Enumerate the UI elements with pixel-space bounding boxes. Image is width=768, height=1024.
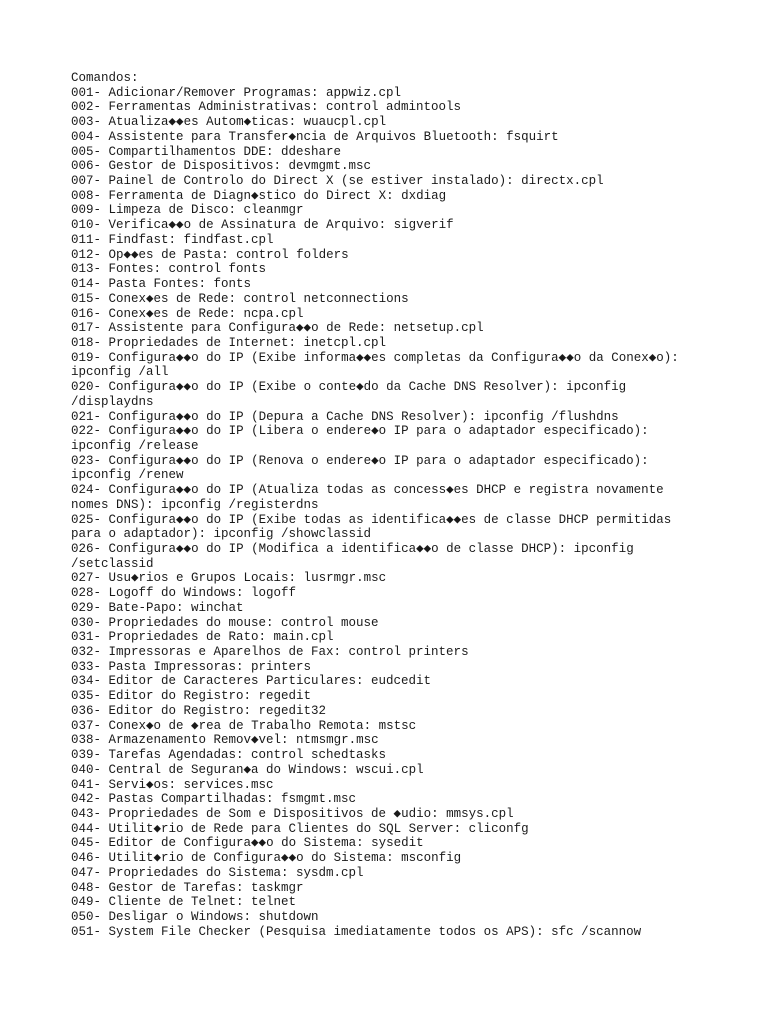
text-line: 036- Editor do Registro: regedit32 <box>71 703 327 718</box>
text-line: ipconfig /renew <box>71 468 184 483</box>
text-line: 035- Editor do Registro: regedit <box>71 689 312 704</box>
text-line: 023- Configura◆◆o do IP (Renova o endere◆o IP para o adaptador especificado): <box>71 453 649 468</box>
text-line: 033- Pasta Impressoras: printers <box>71 659 312 674</box>
text-line: 018- Propriedades de Internet: inetcpl.cpl <box>71 335 387 350</box>
text-line: 046- Utilit◆rio de Configura◆◆o do Sistema: msconfig <box>71 851 462 866</box>
text-line: 028- Logoff do Windows: logoff <box>71 586 297 601</box>
text-line: ipconfig /release <box>71 438 199 453</box>
text-line: 009- Limpeza de Disco: cleanmgr <box>71 203 304 218</box>
text-line: 050- Desligar o Windows: shutdown <box>71 909 319 924</box>
text-line: 047- Propriedades do Sistema: sysdm.cpl <box>71 865 364 880</box>
text-line: 049- Cliente de Telnet: telnet <box>71 895 297 910</box>
text-line: 013- Fontes: control fonts <box>71 262 267 277</box>
text-line: 016- Conex◆es de Rede: ncpa.cpl <box>71 306 304 321</box>
text-line: 038- Armazenamento Remov◆vel: ntmsmgr.msc <box>71 733 379 748</box>
text-line: 043- Propriedades de Som e Dispositivos de ◆udio: mmsys.cpl <box>71 806 514 821</box>
text-line: 026- Configura◆◆o do IP (Modifica a identifica◆◆o de classe DHCP): ipconfig <box>71 542 634 556</box>
text-line: 012- Op◆◆es de Pasta: control folders <box>71 247 349 262</box>
text-line: nomes DNS): ipconfig /registerdns <box>71 497 319 512</box>
document-body <box>71 71 751 939</box>
text-line: 003- Atualiza◆◆es Autom◆ticas: wuaucpl.cpl <box>71 115 387 130</box>
text-line: 021- Configura◆◆o do IP (Depura a Cache DNS Resolver): ipconfig /flushdns <box>71 409 619 424</box>
text-line: 024- Configura◆◆o do IP (Atualiza todas as concess◆es DHCP e registra novamente <box>71 483 664 498</box>
text-line: 031- Propriedades de Rato: main.cpl <box>71 630 334 645</box>
text-line: ipconfig /all <box>71 365 169 380</box>
text-line: 006- Gestor de Dispositivos: devmgmt.msc <box>71 159 372 174</box>
text-line: 051- System File Checker (Pesquisa imediatamente todos os APS): sfc /scannow <box>71 924 642 939</box>
text-line: 029- Bate-Papo: winchat <box>71 600 244 615</box>
text-line: 019- Configura◆◆o do IP (Exibe informa◆◆es completas da Configura◆◆o da Conex◆o): <box>71 350 679 365</box>
document-heading: Comandos: <box>71 71 139 85</box>
text-line: 041- Servi◆os: services.msc <box>71 777 274 792</box>
text-line: 042- Pastas Compartilhadas: fsmgmt.msc <box>71 792 357 807</box>
text-line: 010- Verifica◆◆o de Assinatura de Arquivo: sigverif <box>71 218 454 233</box>
text-line: /setclassid <box>71 556 154 571</box>
text-line: 032- Impressoras e Aparelhos de Fax: control printers <box>71 645 469 660</box>
text-line: 007- Painel de Controlo do Direct X (se estiver instalado): directx.cpl <box>71 174 604 189</box>
text-line: 008- Ferramenta de Diagn◆stico do Direct X: dxdiag <box>71 188 447 203</box>
text-line: para o adaptador): ipconfig /showclassid <box>71 527 372 542</box>
text-line: 027- Usu◆rios e Grupos Locais: lusrmgr.msc <box>71 571 387 586</box>
text-line: 004- Assistente para Transfer◆ncia de Arquivos Bluetooth: fsquirt <box>71 129 559 144</box>
text-line: 001- Adicionar/Remover Programas: appwiz.cpl <box>71 85 402 100</box>
text-line: 034- Editor de Caracteres Particulares: eudcedit <box>71 674 432 689</box>
text-line: 002- Ferramentas Administrativas: control admintools <box>71 100 462 115</box>
text-line: 048- Gestor de Tarefas: taskmgr <box>71 880 304 895</box>
text-line: 030- Propriedades do mouse: control mouse <box>71 615 379 630</box>
text-line: /displaydns <box>71 394 154 409</box>
text-line: 020- Configura◆◆o do IP (Exibe o conte◆do da Cache DNS Resolver): ipconfig <box>71 380 627 395</box>
text-line: 040- Central de Seguran◆a do Windows: wscui.cpl <box>71 762 424 777</box>
text-line: 037- Conex◆o de ◆rea de Trabalho Remota: mstsc <box>71 718 417 733</box>
text-line: 015- Conex◆es de Rede: control netconnections <box>71 291 409 306</box>
text-line: 014- Pasta Fontes: fonts <box>71 277 252 292</box>
text-line: 025- Configura◆◆o do IP (Exibe todas as identifica◆◆es de classe DHCP permitidas <box>71 512 672 527</box>
text-line: 045- Editor de Configura◆◆o do Sistema: sysedit <box>71 836 424 851</box>
text-line: 039- Tarefas Agendadas: control schedtasks <box>71 748 387 763</box>
text-line: 005- Compartilhamentos DDE: ddeshare <box>71 144 342 159</box>
text-line: 022- Configura◆◆o do IP (Libera o endere◆o IP para o adaptador especificado): <box>71 424 649 439</box>
text-line: 044- Utilit◆rio de Rede para Clientes do SQL Server: cliconfg <box>71 821 529 836</box>
text-line: 011- Findfast: findfast.cpl <box>71 232 274 247</box>
text-line: 017- Assistente para Configura◆◆o de Rede: netsetup.cpl <box>71 321 484 336</box>
